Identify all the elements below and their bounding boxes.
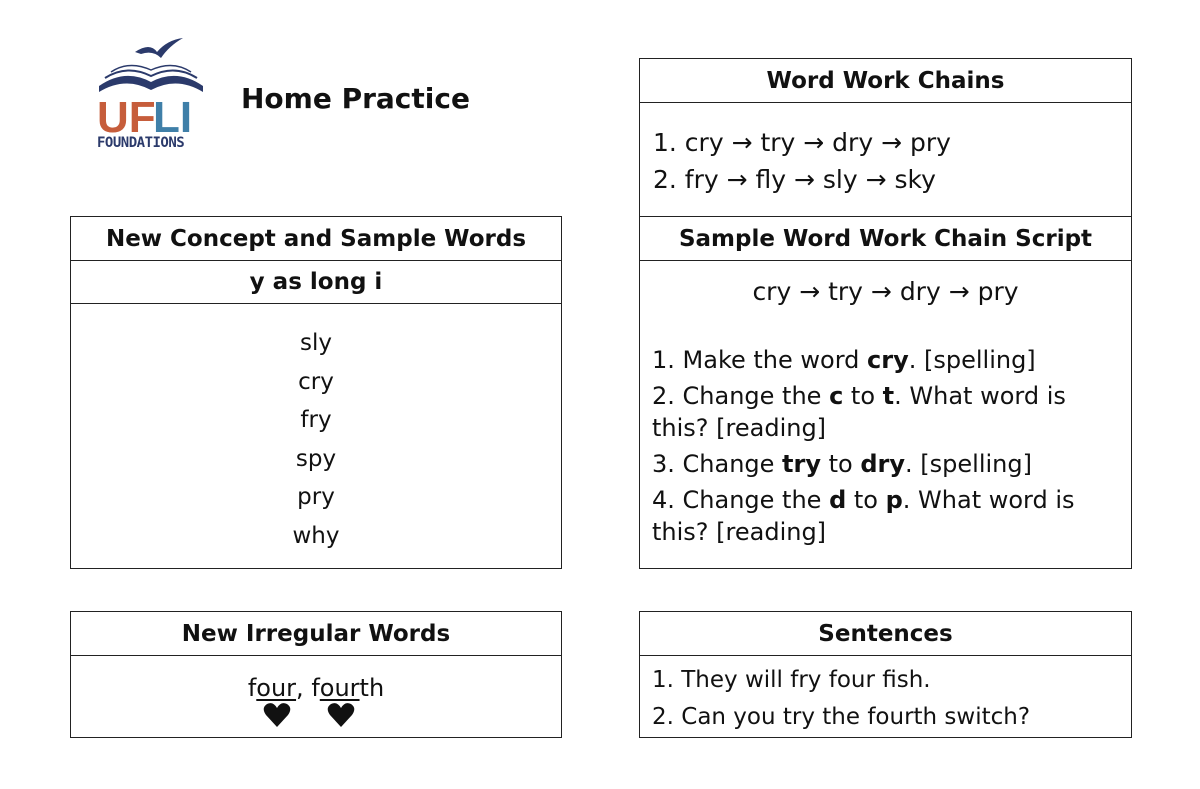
sample-word: why	[292, 522, 340, 549]
sample-word: sly	[300, 330, 332, 356]
sample-word: spy	[295, 445, 337, 472]
chains-heading: Word Work Chains	[640, 59, 1131, 103]
sentence-list	[640, 656, 1131, 736]
sample-word: cry	[298, 368, 334, 395]
sentence: 2. Can you try the fourth switch?	[652, 704, 1031, 730]
chain-line: 1. cry → try → dry → pry	[653, 128, 951, 157]
script-step: 2. Change the c to t. What word is this? [reading]	[652, 382, 1066, 442]
heart-row	[71, 702, 561, 732]
sentences-box	[639, 611, 1132, 738]
svg-text:LI: LI	[153, 93, 193, 142]
logo-subtitle: FOUNDATIONS	[97, 135, 185, 151]
heart-icon	[327, 702, 355, 728]
script-step: 3. Change try to dry. [spelling]	[652, 450, 1032, 478]
sample-word-list	[71, 304, 561, 556]
chains-lines	[641, 124, 951, 198]
irregular-words: four, fourth	[247, 674, 385, 702]
irregular-box	[70, 611, 562, 738]
heart-icon	[263, 702, 291, 728]
sample-word: pry	[297, 484, 335, 511]
logo-letters: UF	[97, 93, 156, 142]
sample-word: fry	[300, 407, 332, 434]
script-steps	[640, 344, 1131, 548]
concept-heading: New Concept and Sample Words	[71, 217, 561, 261]
page-title: Home Practice	[241, 82, 470, 115]
sentences-heading: Sentences	[640, 612, 1131, 656]
irregular-heading: New Irregular Words	[71, 612, 561, 656]
concept-subheading: y as long i	[71, 261, 561, 304]
sentence: 1. They will fry four fish.	[652, 667, 931, 693]
script-step: 1. Make the word cry. [spelling]	[652, 346, 1036, 374]
script-chain: cry → try → dry → pry	[752, 277, 1019, 306]
script-heading: Sample Word Work Chain Script	[640, 217, 1131, 261]
chain-line: 2. fry → fly → sly → sky	[653, 165, 936, 194]
concept-box	[70, 216, 562, 569]
script-step: 4. Change the d to p. What word is this? [reading]	[652, 486, 1075, 546]
